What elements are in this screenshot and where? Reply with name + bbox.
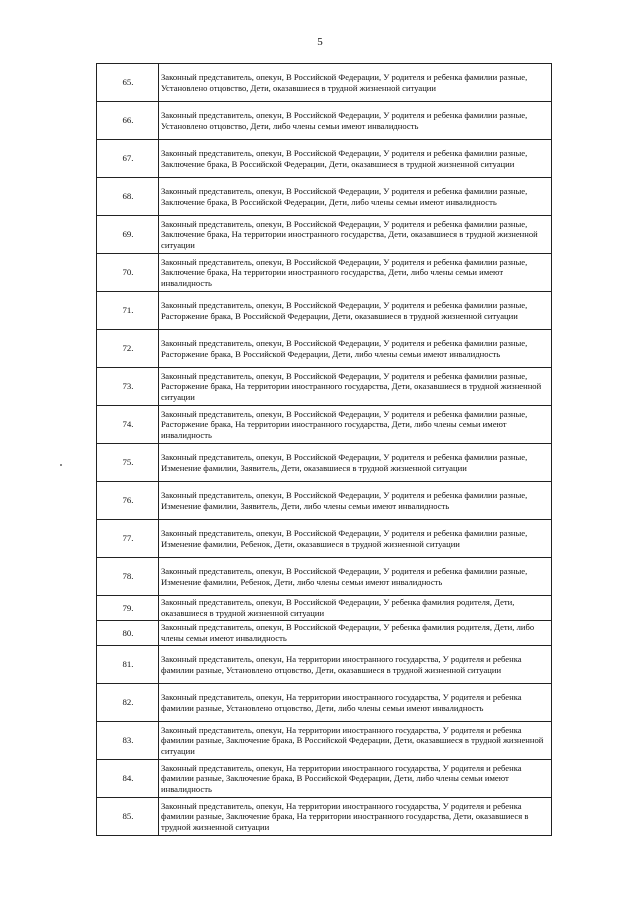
table-row (97, 722, 552, 760)
row-number: 85. (97, 798, 159, 836)
scan-speck (60, 464, 62, 466)
row-number: 73. (97, 368, 159, 406)
row-description: Законный представитель, опекун, В Российской Федерации, У родителя и ребенка фамилии разные, Заключение брака, На территории иностранного государства, Дети, либо члены семьи имеют инвалидность (159, 254, 552, 292)
table-row (97, 140, 552, 178)
table-row (97, 216, 552, 254)
row-description: Законный представитель, опекун, В Российской Федерации, У родителя и ребенка фамилии разные, Установлено отцовство, Дети, либо члены семьи имеют инвалидность (159, 102, 552, 140)
table-row (97, 368, 552, 406)
table-row (97, 482, 552, 520)
table-row (97, 102, 552, 140)
services-table-body (97, 64, 552, 836)
table-row (97, 646, 552, 684)
row-number: 65. (97, 64, 159, 102)
row-number: 67. (97, 140, 159, 178)
row-description: Законный представитель, опекун, В Российской Федерации, У родителя и ребенка фамилии разные, Расторжение брака, На территории иностранного государства, Дети, оказавшиеся в трудной жизненной ситуации (159, 368, 552, 406)
row-number: 84. (97, 760, 159, 798)
row-number: 75. (97, 444, 159, 482)
row-description: Законный представитель, опекун, В Российской Федерации, У родителя и ребенка фамилии разные, Расторжение брака, В Российской Федерации, Дети, либо члены семьи имеют инвалидность (159, 330, 552, 368)
table-row (97, 520, 552, 558)
row-number: 71. (97, 292, 159, 330)
row-number: 68. (97, 178, 159, 216)
row-number: 76. (97, 482, 159, 520)
table-row (97, 292, 552, 330)
row-number: 81. (97, 646, 159, 684)
table-row (97, 596, 552, 621)
row-description: Законный представитель, опекун, В Российской Федерации, У родителя и ребенка фамилии разные, Заключение брака, В Российской Федерации, Дети, оказавшиеся в трудной жизненной ситуации (159, 140, 552, 178)
row-description: Законный представитель, опекун, На территории иностранного государства, У родителя и ребенка фамилии разные, Заключение брака, На территории иностранного государства, Дети, оказавшиеся в трудной жизненной ситуации (159, 798, 552, 836)
row-number: 69. (97, 216, 159, 254)
row-number: 70. (97, 254, 159, 292)
row-number: 66. (97, 102, 159, 140)
row-description: Законный представитель, опекун, В Российской Федерации, У ребенка фамилия родителя, Дети, либо члены семьи имеют инвалидность (159, 621, 552, 646)
table-row (97, 254, 552, 292)
table-row (97, 178, 552, 216)
row-number: 78. (97, 558, 159, 596)
table-row (97, 64, 552, 102)
row-description: Законный представитель, опекун, На территории иностранного государства, У родителя и ребенка фамилии разные, Установлено отцовство, Дети, либо члены семьи имеют инвалидность (159, 684, 552, 722)
row-description: Законный представитель, опекун, В Российской Федерации, У родителя и ребенка фамилии разные, Заключение брака, На территории иностранного государства, Дети, оказавшиеся в трудной жизненной ситуации (159, 216, 552, 254)
table-row (97, 798, 552, 836)
row-description: Законный представитель, опекун, В Российской Федерации, У родителя и ребенка фамилии разные, Изменение фамилии, Заявитель, Дети, либо члены семьи имеют инвалидность (159, 482, 552, 520)
table-row (97, 621, 552, 646)
table-row (97, 760, 552, 798)
table-row (97, 558, 552, 596)
row-description: Законный представитель, опекун, На территории иностранного государства, У родителя и ребенка фамилии разные, Установлено отцовство, Дети, оказавшиеся в трудной жизненной ситуации (159, 646, 552, 684)
row-number: 74. (97, 406, 159, 444)
page-number: 5 (317, 36, 323, 48)
row-number: 79. (97, 596, 159, 621)
row-description: Законный представитель, опекун, На территории иностранного государства, У родителя и ребенка фамилии разные, Заключение брака, В Российской Федерации, Дети, оказавшиеся в трудной жизненной ситуации (159, 722, 552, 760)
row-description: Законный представитель, опекун, В Российской Федерации, У родителя и ребенка фамилии разные, Изменение фамилии, Заявитель, Дети, оказавшиеся в трудной жизненной ситуации (159, 444, 552, 482)
row-description: Законный представитель, опекун, В Российской Федерации, У родителя и ребенка фамилии разные, Установлено отцовство, Дети, оказавшиеся в трудной жизненной ситуации (159, 64, 552, 102)
table-row (97, 444, 552, 482)
row-number: 83. (97, 722, 159, 760)
row-description: Законный представитель, опекун, В Российской Федерации, У родителя и ребенка фамилии разные, Изменение фамилии, Ребенок, Дети, оказавшиеся в трудной жизненной ситуации (159, 520, 552, 558)
row-number: 82. (97, 684, 159, 722)
row-description: Законный представитель, опекун, В Российской Федерации, У родителя и ребенка фамилии разные, Изменение фамилии, Ребенок, Дети, либо члены семьи имеют инвалидность (159, 558, 552, 596)
row-description: Законный представитель, опекун, В Российской Федерации, У родителя и ребенка фамилии разные, Расторжение брака, В Российской Федерации, Дети, оказавшиеся в трудной жизненной ситуации (159, 292, 552, 330)
row-description: Законный представитель, опекун, На территории иностранного государства, У родителя и ребенка фамилии разные, Заключение брака, В Российской Федерации, Дети, либо члены семьи имеют инвалидность (159, 760, 552, 798)
row-description: Законный представитель, опекун, В Российской Федерации, У ребенка фамилия родителя, Дети, оказавшиеся в трудной жизненной ситуации (159, 596, 552, 621)
table-row (97, 406, 552, 444)
services-table (96, 63, 552, 836)
row-number: 80. (97, 621, 159, 646)
row-description: Законный представитель, опекун, В Российской Федерации, У родителя и ребенка фамилии разные, Заключение брака, В Российской Федерации, Дети, либо члены семьи имеют инвалидность (159, 178, 552, 216)
table-row (97, 330, 552, 368)
row-number: 72. (97, 330, 159, 368)
row-number: 77. (97, 520, 159, 558)
table-row (97, 684, 552, 722)
row-description: Законный представитель, опекун, В Российской Федерации, У родителя и ребенка фамилии разные, Расторжение брака, На территории иностранного государства, Дети, либо члены семьи имеют инвалидность (159, 406, 552, 444)
